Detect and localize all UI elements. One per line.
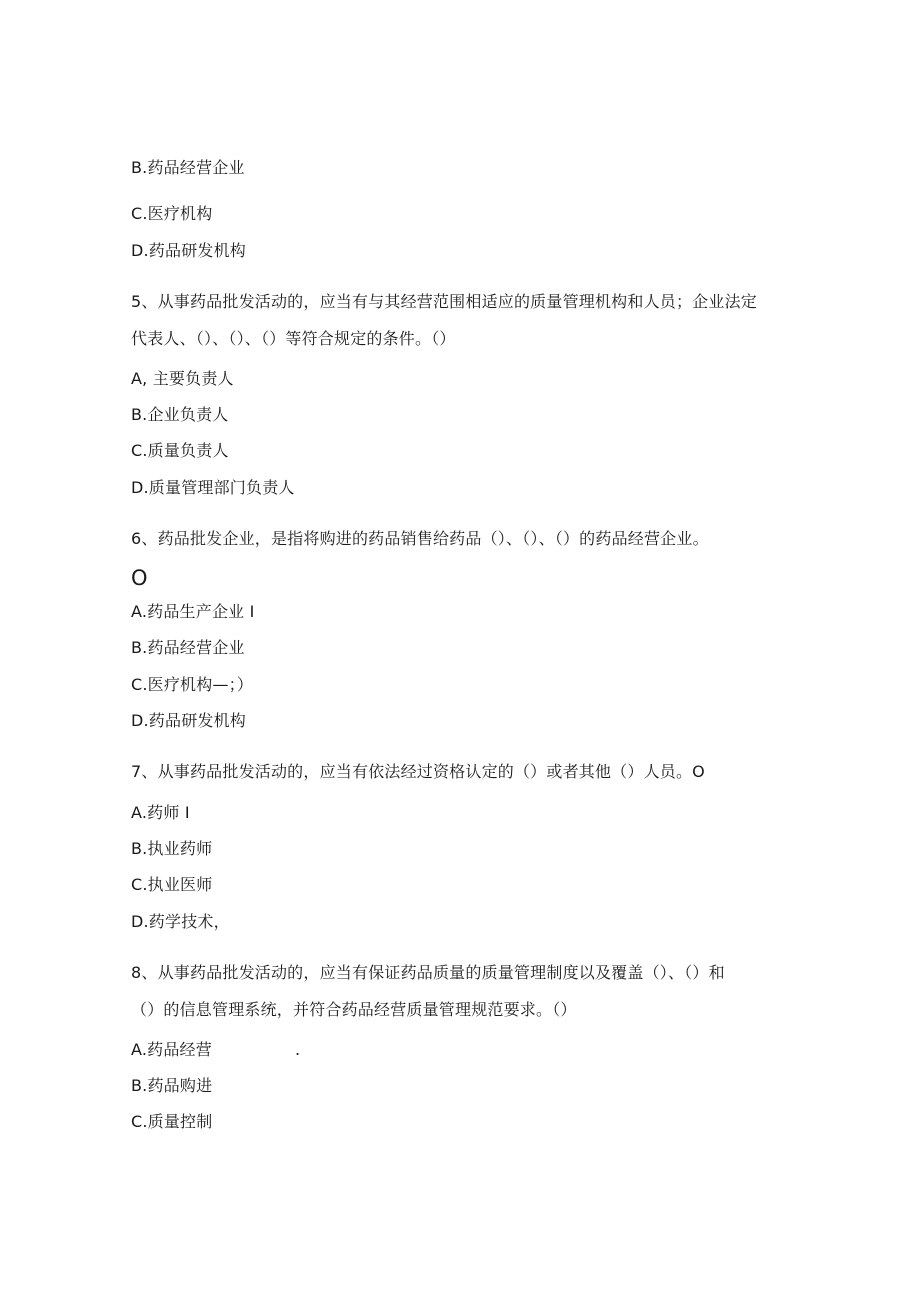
q6-option-d: D.药品研发机构 [131,711,247,730]
q8-option-a: A.药品经营 [131,1040,212,1059]
q7-option-d: D.药学技术， [131,912,230,931]
q5-option-b: B.企业负责人 [131,405,229,424]
q7-option-c: C.执业医师 [131,875,213,894]
q4-option-b: B.药品经营企业 [131,158,245,177]
q8-stem-line2: （）的信息管理系统，并符合药品经营质量管理规范要求。（） [131,1000,577,1019]
q6-stem-line2: O [131,566,148,590]
q5-stem-line2: 代表人、（）、（）、（）等符合规定的条件。（） [131,329,456,348]
q7-stem-line1: 7、从事药品批发活动的，应当有依法经过资格认定的（）或者其他（）人员。O [131,762,705,781]
q8-option-a-stray-mark: . [295,1040,301,1059]
q7-option-a: A.药师 I [131,803,190,822]
q6-option-a: A.药品生产企业 I [131,602,255,621]
q4-option-c: C.医疗机构 [131,204,213,223]
q8-stem-line1: 8、从事药品批发活动的，应当有保证药品质量的质量管理制度以及覆盖（）、（）和 [131,963,725,982]
q5-option-d: D.质量管理部门负责人 [131,478,295,497]
q5-option-a: A, 主要负责人 [131,369,234,388]
q8-option-c: C.质量控制 [131,1112,213,1131]
q5-option-c: C.质量负责人 [131,441,229,460]
q8-option-b: B.药品购进 [131,1076,213,1095]
q7-option-b: B.执业药师 [131,839,213,858]
q4-option-d: D.药品研发机构 [131,241,247,260]
q6-stem-line1: 6、药品批发企业，是指将购进的药品销售给药品（）、（）、（）的药品经营企业。 [131,529,709,548]
q6-option-c: C.医疗机构—；） [131,675,254,694]
q5-stem-line1: 5、从事药品批发活动的，应当有与其经营范围相适应的质量管理机构和人员；企业法定 [131,292,757,311]
q6-option-b: B.药品经营企业 [131,638,245,657]
